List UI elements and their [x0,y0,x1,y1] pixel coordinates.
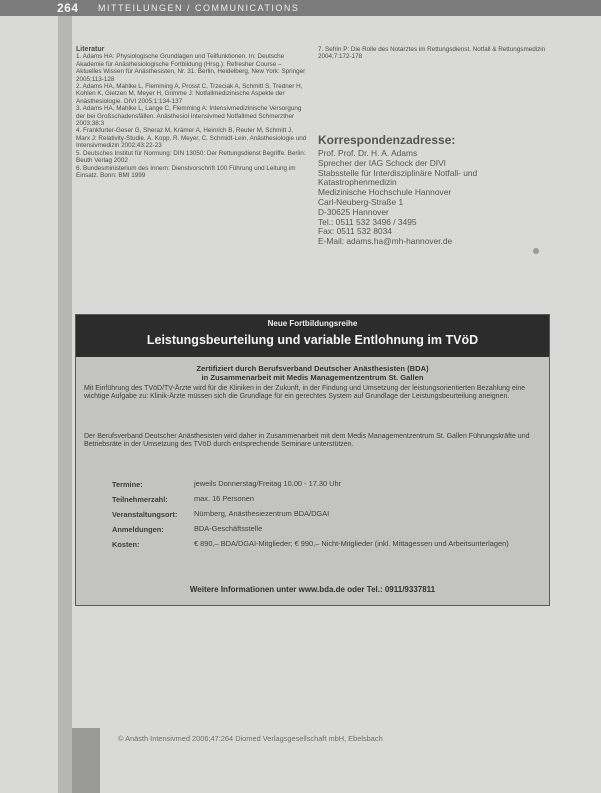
detail-key: Termine: [112,480,143,489]
side-strip [58,16,72,793]
address-line: Medizinische Hochschule Hannover [318,187,452,198]
ad-footer-link[interactable]: Weitere Informationen unter www.bda.de oder Tel.: 0911/9337811 [189,585,436,594]
detail-key: Teilnehmerzahl: [112,495,168,504]
reference-item: 7. Sefrin P: Die Rolle des Notarztes im Rettungsdienst. Notfall & Rettungsmedizin 2004;7:172-178 [318,46,546,61]
email-line: E-Mail: adams.ha@mh-hannover.de [318,236,453,247]
reference-item: 2. Adams HA, Mahlke L, Flemming A, Prosst C, Trzeciak A, Schmitt S, Tredner H, Kohlen K, Gietzen M, Meyer H, Grimme J: Notfallmedizinische Aspekte der Anästhesiologie. DIVI 2005;1:134-137 [76,83,303,105]
detail-value: Nürnberg, Anästhesiezentrum BDA/DGAI [194,509,330,518]
ad-certification [76,364,549,382]
detail-value: jeweils Donnerstag/Freitag 10.00 - 17.30 Uhr [194,479,342,488]
reference-item: 5. Deutsches Institut für Normung: DIN 13050: Der Rettungsdienst Begriffe. Berlin: Beuth Verlag 2002 [76,149,306,165]
ad-kicker: Neue Fortbildungsreihe [267,319,358,328]
detail-key: Veranstaltungsort: [112,510,178,519]
certification-line: in Zusammenarbeit mit Medis Managementzentrum St. Gallen [201,373,424,382]
detail-value: max. 16 Personen [194,494,254,503]
certification-line: Zertifiziert durch Berufsverband Deutscher Anästhesisten (BDA) [196,364,429,373]
advertisement-box [75,314,550,606]
reference-item: 3. Adams HA, Mahlke L, Lange C, Flemming A: Intensivmedizinische Versorgung der bei Großschadensfällen. Anästhesiol Intensivmed Notfallmed Schmerzther 2003;38:3 [76,105,302,128]
literature-title: Literatur [76,46,105,53]
detail-key: Kosten: [112,540,140,549]
ad-details-table [112,480,542,564]
ad-paragraph: Mit Einführung des TVöD/TV-Ärzte wird für die Kliniken in der Zukunft, in der Findung und Umsetzung der leistungsorientierten Bezahlung eine wichtige Aufgabe zu: Klinik-Ärzte müssen sich die Grundlage für ein gerechtes System auf Grundlage der Leistungsbeurteilung aneignen. [84,385,526,401]
address-line: Sprecher der IAG Schock der DIVI [318,157,447,168]
detail-key: Anmeldungen: [112,525,164,534]
correspondence-address [318,149,558,247]
section-heading: MITTEILUNGEN / COMMUNICATIONS [98,3,300,13]
footer-citation: © Anästh Intensivmed 2006;47:264 Diomed Verlagsgesellschaft mbH, Ebelsbach [118,734,383,743]
page-number: 264 [57,1,79,15]
detail-row [112,540,542,564]
detail-row [112,495,542,510]
detail-value: BDA-Geschäftsstelle [194,524,263,533]
detail-row [112,480,542,495]
correspondence-title: Korrespondenzadresse: [318,133,456,147]
detail-row [112,510,542,525]
ad-title: Leistungsbeurteilung und variable Entlohnung im TVöD [146,333,479,347]
address-line: Carl-Neuberg-Straße 1 [318,196,404,207]
literature-column-right [318,46,550,61]
detail-value: € 890,– BDA/DGAI-Mitglieder; € 990,– Nicht-Mitglieder (inkl. Mittagessen und Arbeitsunterlagen) [194,539,509,548]
address-line: Prof. Prof. Dr. H. A. Adams [318,148,418,158]
literature-column [76,46,308,179]
detail-row [112,525,542,540]
header-bar [0,0,601,16]
side-block [72,728,100,793]
address-line: Stabsstelle für Interdisziplinäre Notfall- und [318,167,478,178]
address-line: Tel.: 0511 532 3496 / 3495 [318,216,417,227]
ad-header [76,315,549,357]
address-line: D-30625 Hannover [318,206,389,217]
reference-item: 4. Frankfurter-Geser G, Sheraz M, Krämer A, Heinrich B, Reuter M, Schmitt J, Marx J: Relativity-Studie. A. Kopp, R. Meyer, C. Schmidt-Lein, Anästhesiologie und Intensivmedizin 2002;43:22-23 [76,127,307,150]
reference-item: 6. Bundesministerium des Innern: Dienstvorschrift 100 Führung und Leitung im Einsatz. Bonn: BMI 1999 [76,164,296,179]
end-mark [533,248,539,254]
address-line: Katastrophenmedizin [318,177,397,188]
ad-paragraph: Der Berufsverband Deutscher Anästhesisten wird daher in Zusammenarbeit mit dem Medis Managementzentrum St. Gallen Führungskräfte und Betriebsräte in der Umsetzung des TVöD durch entsprechende Seminare unterstützen. [84,433,530,449]
reference-item: 1. Adams HA: Physiologische Grundlagen und Teilfunktionen. In: Deutsche Akademie für Anästhesiologische Fortbildung (Hrsg.): Refresher Course – Aktuelles Wissen für Anästhesisten, Nr. 31. Berlin, Heidelberg, New York: Springer 2005;113-128 [76,53,306,83]
address-line: Fax: 0511 532 8034 [318,226,392,237]
